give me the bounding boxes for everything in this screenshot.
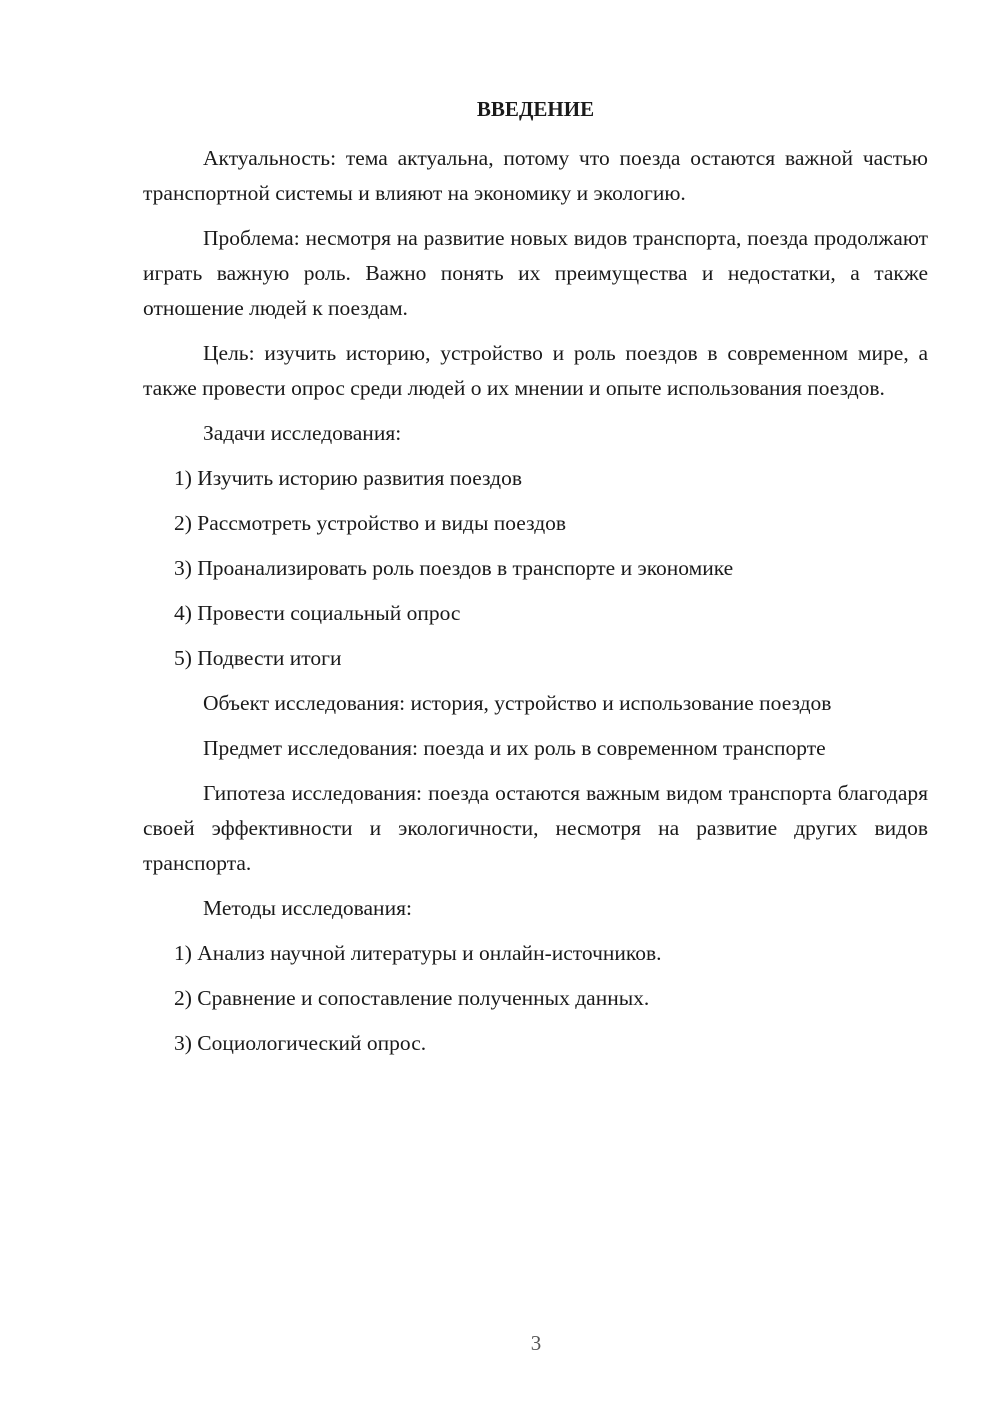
methods-list [143, 936, 928, 1061]
subject-line: Предмет исследования: поезда и их роль в современном транспорте [203, 736, 826, 760]
task-item: 5) Подвести итоги [174, 646, 342, 670]
method-item: 1) Анализ научной литературы и онлайн-источников. [174, 941, 662, 965]
page-number: 3 [530, 1331, 542, 1355]
task-item: 1) Изучить историю развития поездов [174, 466, 522, 490]
problem-paragraph: Проблема: несмотря на развитие новых видов транспорта, поезда продолжают играть важную роль. Важно понять их преимущества и недостатки, а также отношение людей к поездам. [143, 226, 928, 320]
object-line: Объект исследования: история, устройство и использование поездов [203, 691, 832, 715]
tasks-list [143, 461, 928, 676]
task-item: 4) Провести социальный опрос [174, 601, 461, 625]
methods-heading: Методы исследования: [203, 896, 412, 920]
relevance-paragraph: Актуальность: тема актуальна, потому что поезда остаются важной частью транспортной системы и влияют на экономику и экологию. [143, 146, 928, 205]
tasks-heading: Задачи исследования: [203, 421, 402, 445]
goal-paragraph: Цель: изучить историю, устройство и роль поездов в современном мире, а также провести опрос среди людей о их мнении и опыте использования поездов. [143, 341, 928, 400]
hypothesis-paragraph: Гипотеза исследования: поезда остаются важным видом транспорта благодаря своей эффективности и экологичности, несмотря на развитие других видов транспорта. [143, 781, 928, 875]
method-item: 3) Социологический опрос. [174, 1031, 427, 1055]
page-title: ВВЕДЕНИЕ [476, 97, 595, 121]
task-item: 2) Рассмотреть устройство и виды поездов [174, 511, 567, 535]
method-item: 2) Сравнение и сопоставление полученных данных. [174, 986, 650, 1010]
document-page [143, 92, 928, 1071]
task-item: 3) Проанализировать роль поездов в транспорте и экономике [174, 556, 734, 580]
